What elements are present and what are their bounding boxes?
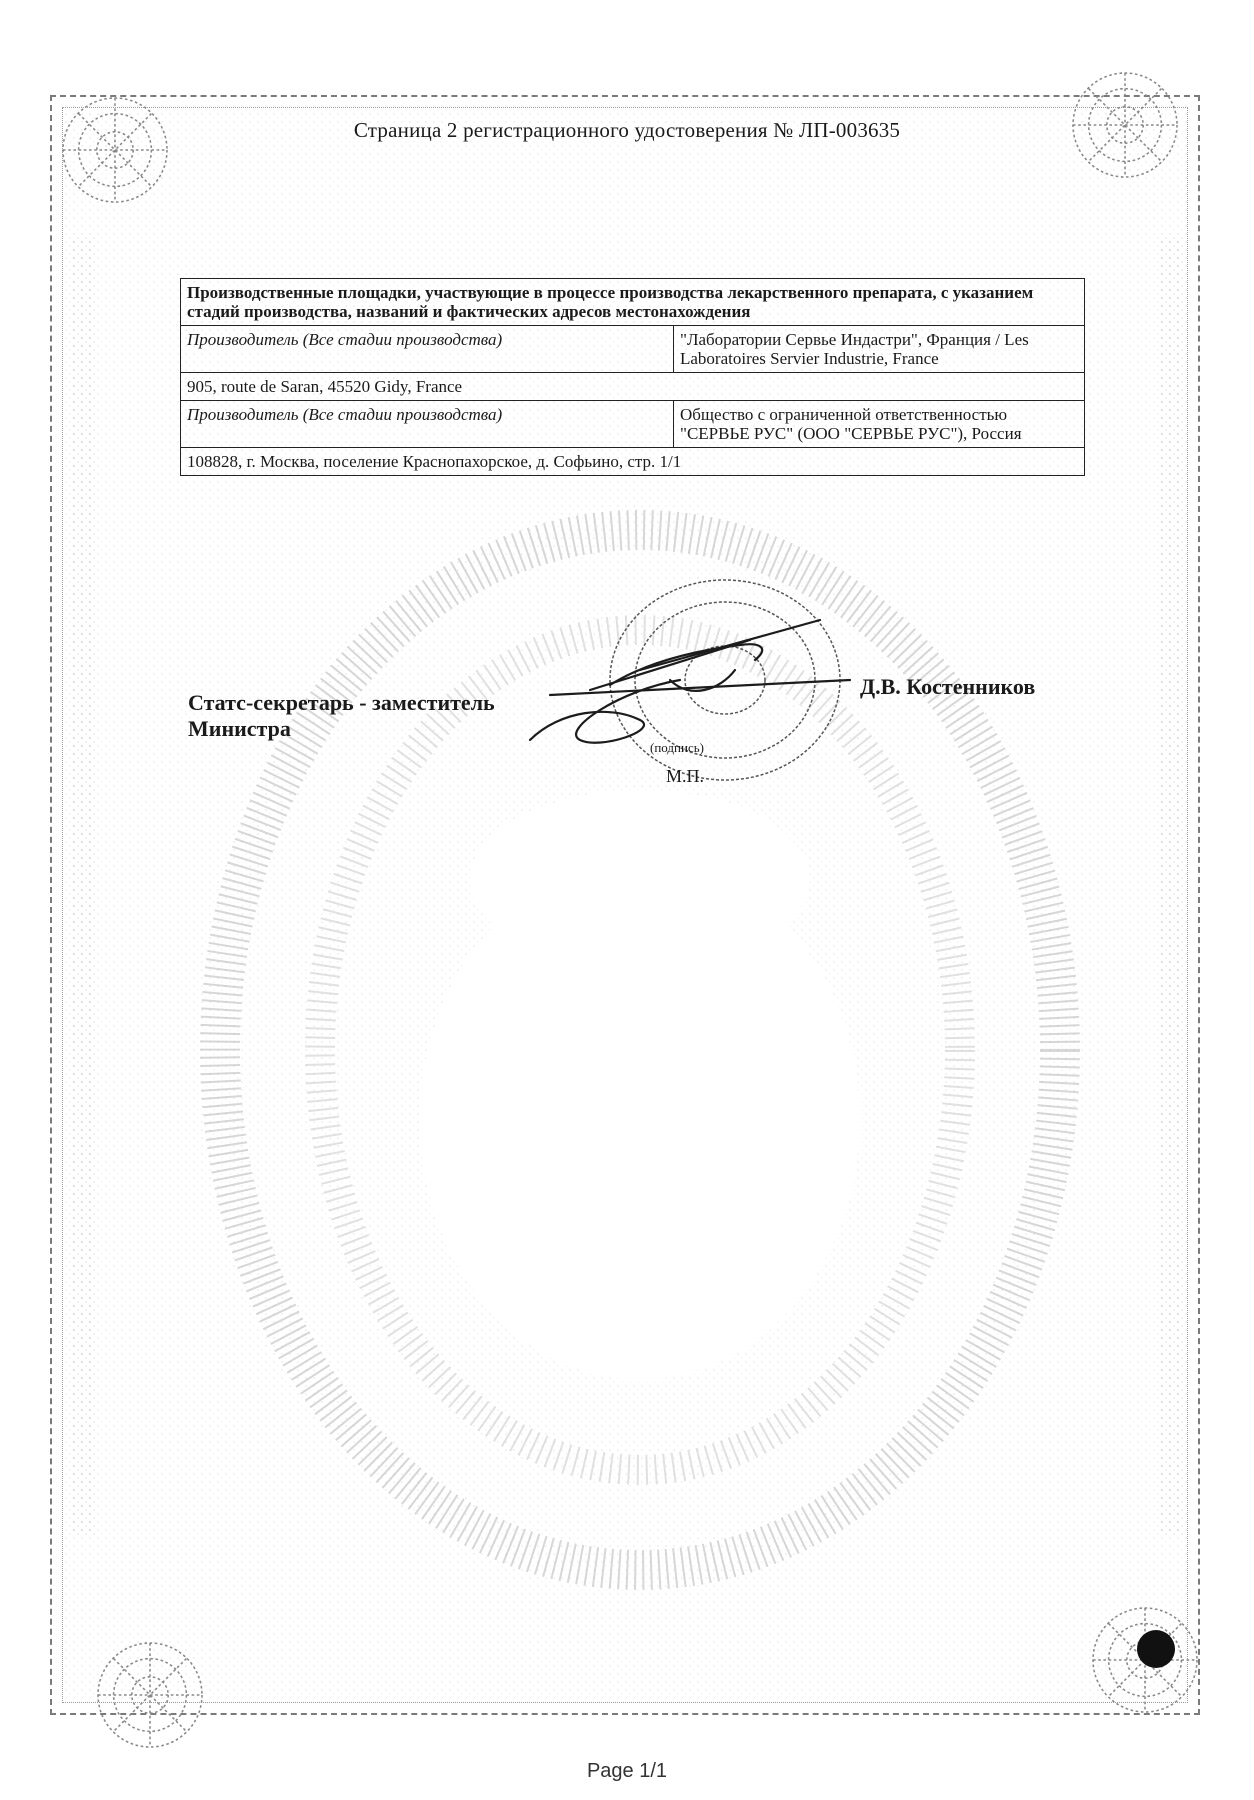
production-sites-table [180,278,1085,476]
manufacturer-address: 905, route de Saran, 45520 Gidy, France [181,373,1085,401]
manufacturer-name: "Лаборатории Сервье Индастри", Франция / Les Laboratoires Servier Industrie, France [674,326,1085,373]
seal-mark: М.П. [666,766,705,786]
signer-title-line: Министра [188,716,291,741]
page-header: Страница 2 регистрационного удостоверения № ЛП-003635 [353,118,901,142]
table-row [181,373,1085,401]
table-row [181,279,1085,326]
table-row [181,448,1085,476]
page-footer: Page 1/1 [586,1760,668,1782]
signer-title [188,690,495,742]
corner-rosette-bottom-left [85,1630,215,1760]
manufacturer-address: 108828, г. Москва, поселение Краснопахорское, д. Софьино, стр. 1/1 [181,448,1085,476]
manufacturer-name: Общество с ограниченной ответственностью "СЕРВЬЕ РУС" (ООО "СЕРВЬЕ РУС"), Россия [674,401,1085,448]
signature-caption: (подпись) [650,740,704,755]
signer-name: Д.В. Костенников [860,674,1036,699]
table-row [181,326,1085,373]
corner-rosette-top-left [50,85,180,215]
table-heading: Производственные площадки, участвующие в процессе производства лекарственного препарата, с указанием стадий производства, названий и фактических адресов местонахождения [181,279,1085,326]
table-row [181,401,1085,448]
manufacturer-role: Производитель (Все стадии производства) [181,326,674,373]
punch-hole-dot [1137,1630,1175,1668]
manufacturer-role: Производитель (Все стадии производства) [181,401,674,448]
signer-title-line: Статс-секретарь - заместитель [188,690,495,715]
